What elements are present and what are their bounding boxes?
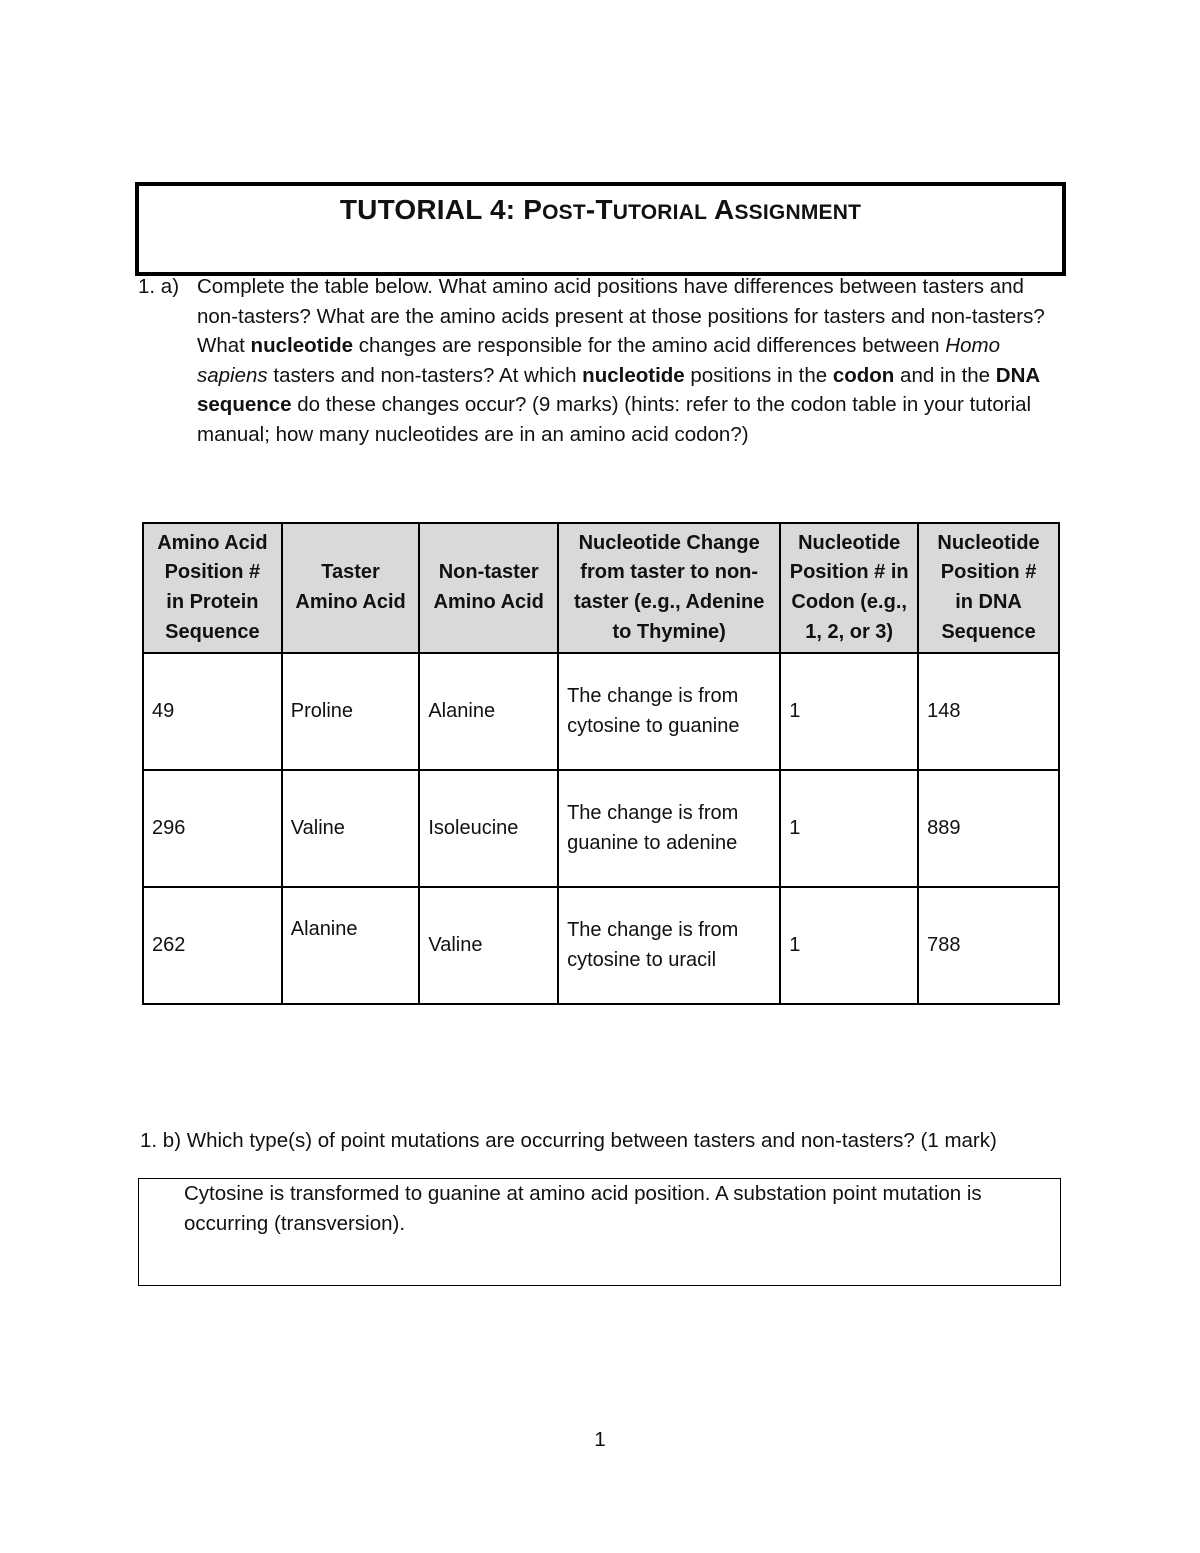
table-row bbox=[143, 887, 1059, 1004]
cell-change: The change is from cytosine to uracil bbox=[558, 887, 780, 1004]
cell-codon-position: 1 bbox=[780, 887, 918, 1004]
question-1a bbox=[138, 272, 1058, 450]
page-title: TUTORIAL 4: POST-TUTORIAL ASSIGNMENT bbox=[339, 194, 862, 225]
cell-codon-position: 1 bbox=[780, 770, 918, 887]
answer-text: Cytosine is transformed to guanine at amino acid position. A substation point mutation is occurring (transversion). bbox=[184, 1182, 982, 1235]
cell-taster: Alanine bbox=[282, 887, 420, 1004]
cell-dna-position: 148 bbox=[918, 653, 1059, 770]
question-1b: 1. b) Which type(s) of point mutations are occurring between tasters and non-tasters? (1 mark) bbox=[140, 1129, 997, 1152]
mutation-table bbox=[142, 522, 1060, 1005]
question-1a-number: 1. a) bbox=[138, 275, 180, 298]
cell-non-taster: Valine bbox=[419, 887, 558, 1004]
question-1a-text: Complete the table below. What amino acid positions have differences between tasters and non-tasters? What are the amino acids present at those positions for tasters and non-tasters? What nucleotide changes are responsible for the amino acid differences between Homo sapiens tasters and non-tasters? At which nucleotide positions in the codon and in the DNA sequence do these changes occur? (9 marks) (hints: refer to the codon table in your tutorial manual; how many nucleotides are in an amino acid codon?) bbox=[197, 275, 1045, 446]
page-number: 1 bbox=[594, 1428, 606, 1451]
header-aa-position: Amino Acid Position # in Protein Sequence bbox=[143, 523, 282, 653]
header-taster-aa: Taster Amino Acid bbox=[282, 523, 420, 653]
header-nucleotide-change: Nucleotide Change from taster to non- taster (e.g., Adenine to Thymine) bbox=[558, 523, 780, 653]
cell-dna-position: 889 bbox=[918, 770, 1059, 887]
table-header-row bbox=[143, 523, 1059, 653]
cell-position: 296 bbox=[143, 770, 282, 887]
header-dna-position: Nucleotide Position # in DNA Sequence bbox=[918, 523, 1059, 653]
cell-position: 49 bbox=[143, 653, 282, 770]
header-non-taster-aa: Non-taster Amino Acid bbox=[419, 523, 558, 653]
cell-change: The change is from guanine to adenine bbox=[558, 770, 780, 887]
cell-codon-position: 1 bbox=[780, 653, 918, 770]
table-row bbox=[143, 653, 1059, 770]
title-box bbox=[135, 182, 1066, 276]
cell-non-taster: Alanine bbox=[419, 653, 558, 770]
cell-dna-position: 788 bbox=[918, 887, 1059, 1004]
cell-taster: Proline bbox=[282, 653, 420, 770]
cell-change: The change is from cytosine to guanine bbox=[558, 653, 780, 770]
cell-non-taster: Isoleucine bbox=[419, 770, 558, 887]
header-codon-position: Nucleotide Position # in Codon (e.g., 1, 2, or 3) bbox=[780, 523, 918, 653]
cell-taster: Valine bbox=[282, 770, 420, 887]
cell-position: 262 bbox=[143, 887, 282, 1004]
answer-box[interactable] bbox=[138, 1178, 1061, 1286]
table-row bbox=[143, 770, 1059, 887]
